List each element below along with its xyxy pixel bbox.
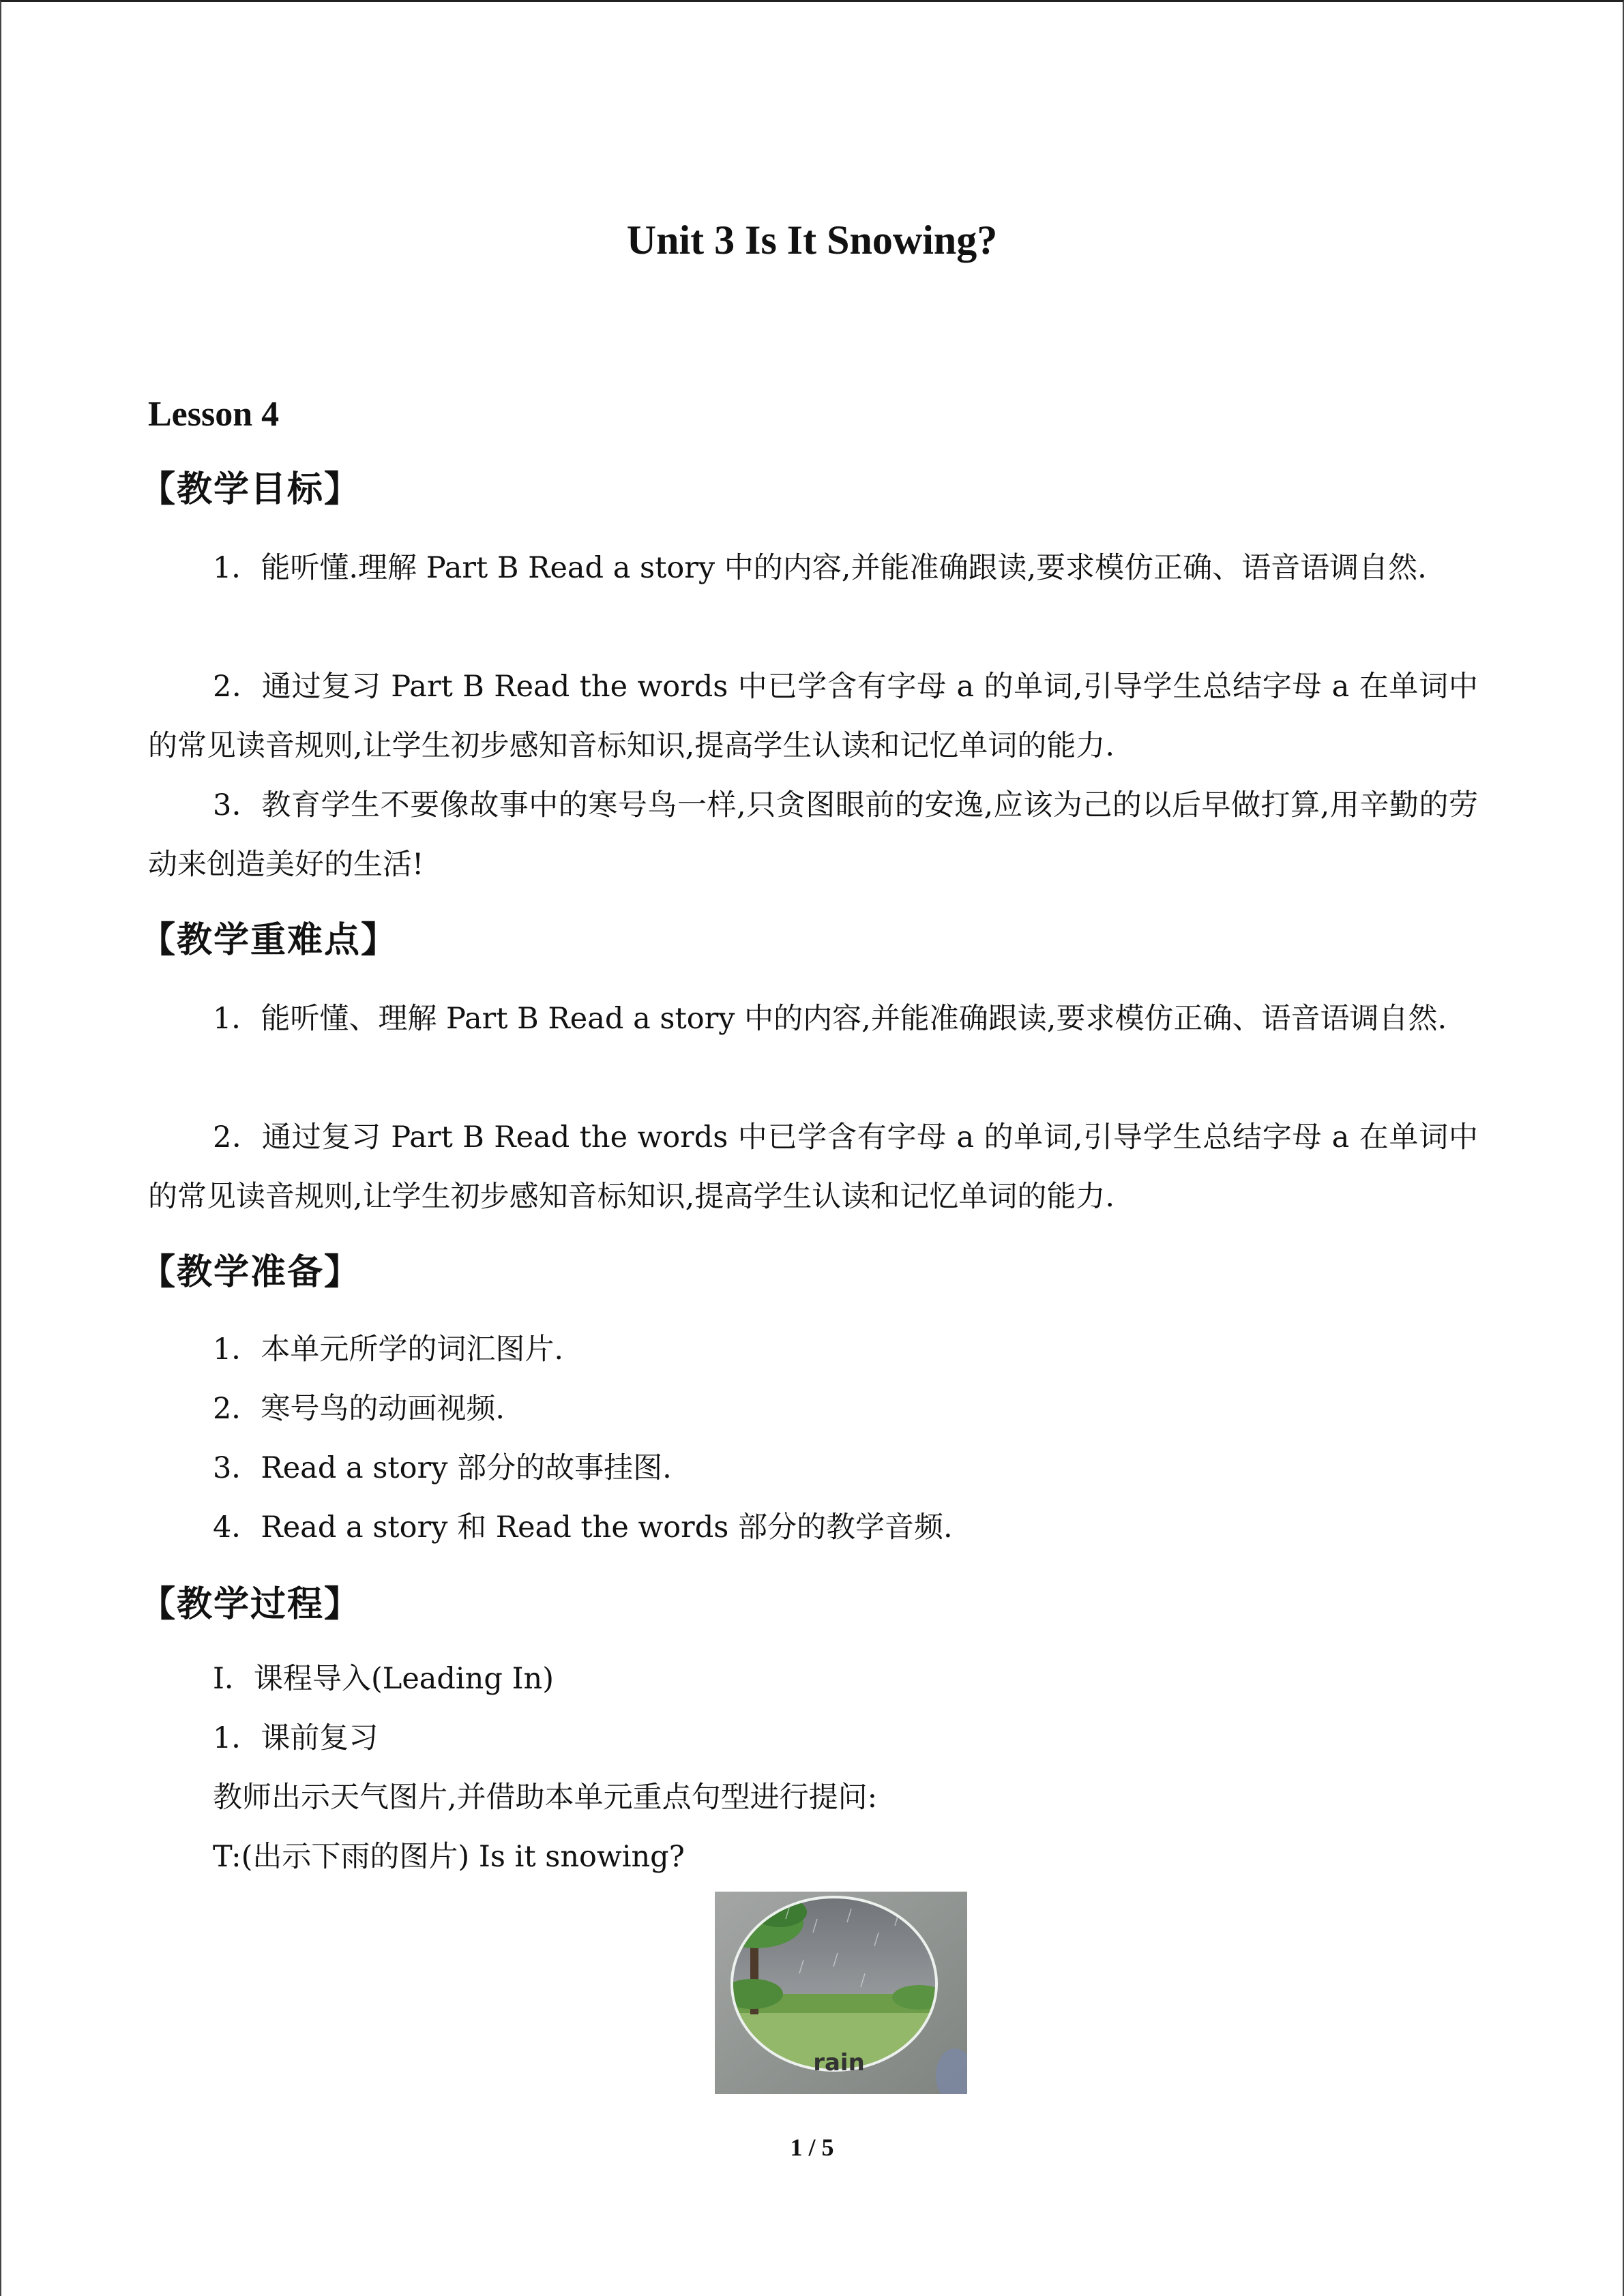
process-heading: 【教学过程】 bbox=[140, 1584, 361, 1625]
preparation-item-2: 2．寒号鸟的动画视频. bbox=[213, 1392, 505, 1426]
process-line-3: 教师出示天气图片,并借助本单元重点句型进行提问: bbox=[213, 1780, 878, 1815]
rain-caption: rain bbox=[813, 2049, 865, 2076]
objective-item-3: 3．教育学生不要像故事中的寒号鸟一样,只贪图眼前的安逸,应该为己的以后早做打算,用辛勤的劳动来创造美好的生活! bbox=[148, 788, 1478, 882]
rain-picture-icon bbox=[715, 1892, 967, 2094]
preparation-item-3: 3．Read a story 部分的故事挂图. bbox=[213, 1451, 672, 1485]
process-line-1: Ⅰ．课程导入(Leading In) bbox=[213, 1662, 555, 1696]
key-point-item-2: 2．通过复习 Part B Read the words 中已学含有字母 a 的单词,引导学生总结字母 a 在单词中的常见读音规则,让学生初步感知音标知识,提高学生认读和记忆单词的能力. bbox=[148, 1120, 1478, 1214]
rain-weather-picture bbox=[715, 1892, 967, 2094]
key-point-item-1: 1．能听懂、理解 Part B Read a story 中的内容,并能准确跟读,要求模仿正确、语音语调自然. bbox=[213, 1002, 1447, 1036]
page-number: 1 / 5 bbox=[790, 2134, 834, 2161]
preparation-item-1: 1．本单元所学的词汇图片. bbox=[213, 1332, 564, 1367]
objective-item-2: 2．通过复习 Part B Read the words 中已学含有字母 a 的单词,引导学生总结字母 a 在单词中的常见读音规则,让学生初步感知音标知识,提高学生认读和记忆单词的能力. bbox=[148, 670, 1478, 763]
document-title: Unit 3 Is It Snowing? bbox=[626, 218, 998, 263]
process-line-2: 1．课前复习 bbox=[213, 1721, 379, 1755]
process-line-4: T:(出示下雨的图片) Is it snowing? bbox=[213, 1840, 685, 1874]
preparation-item-4: 4．Read a story 和 Read the words 部分的教学音频. bbox=[213, 1510, 953, 1545]
lesson-label: Lesson 4 bbox=[148, 395, 280, 434]
objective-item-1: 1．能听懂.理解 Part B Read a story 中的内容,并能准确跟读,要求模仿正确、语音语调自然. bbox=[213, 551, 1427, 585]
preparation-heading: 【教学准备】 bbox=[140, 1252, 361, 1293]
key-points-heading: 【教学重难点】 bbox=[140, 920, 398, 961]
objectives-heading: 【教学目标】 bbox=[140, 469, 361, 510]
